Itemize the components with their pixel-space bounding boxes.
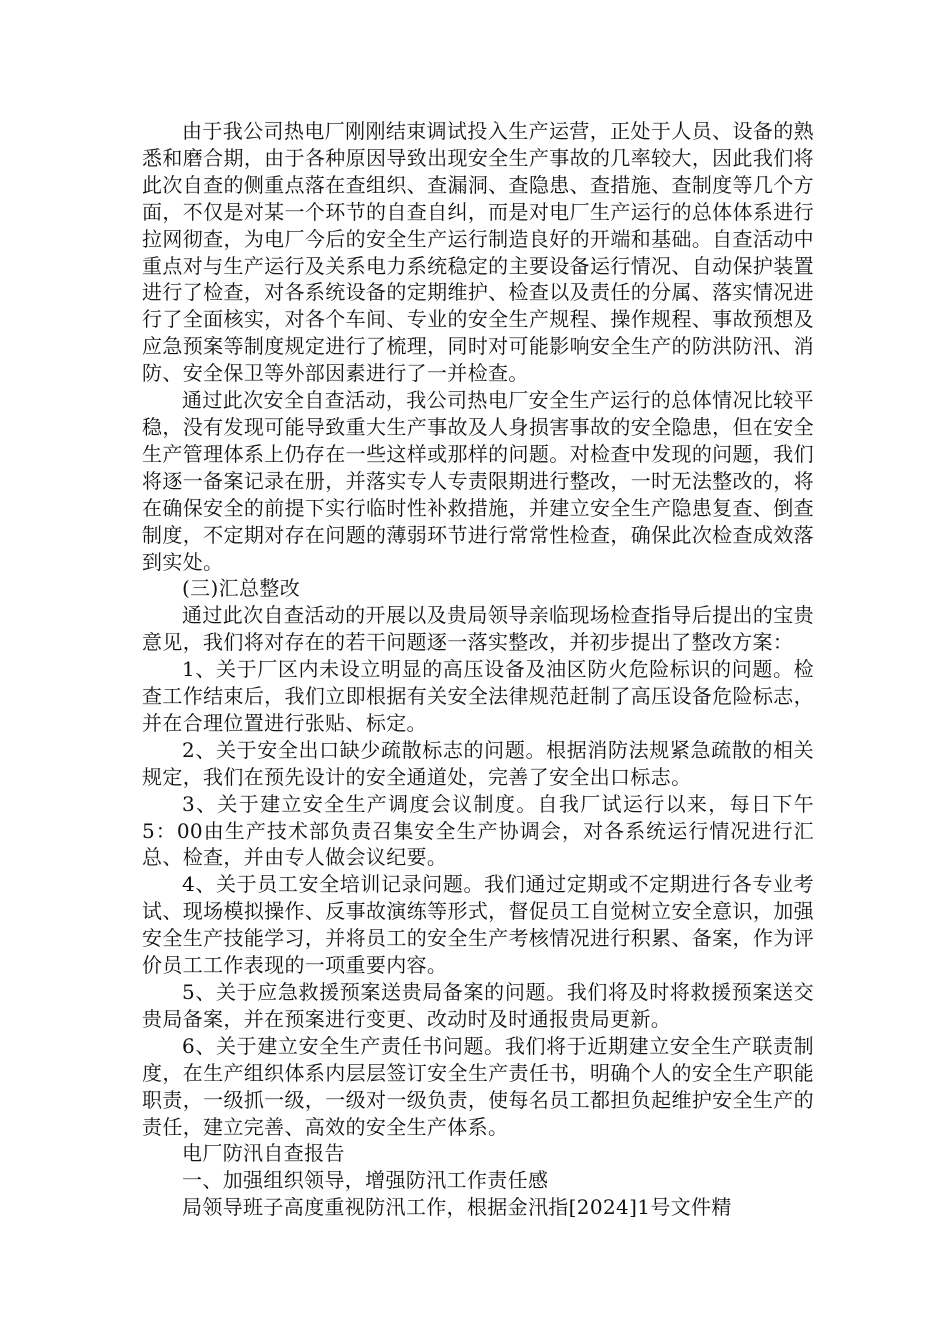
list-item-5: 5、关于应急救援预案送贵局备案的问题。我们将及时将救援预案送交贵局备案，并在预案进行变更、改动时及时通报贵局更新。 <box>142 980 814 1031</box>
section-heading-rectification: (三)汇总整改 <box>182 576 301 601</box>
list-item-3: 3、关于建立安全生产调度会议制度。自我厂试运行以来，每日下午5：00由生产技术部负责召集安全生产协调会，对各系统运行情况进行汇总、检查，并由专人做会议纪要。 <box>142 791 814 870</box>
paragraph-leadership: 局领导班子高度重视防汛工作，根据金汛指[2024]1号文件精 <box>182 1195 732 1220</box>
document-body <box>142 118 814 1221</box>
list-item-2: 2、关于安全出口缺少疏散标志的问题。根据消防法规紧急疏散的相关规定，我们在预先设计的安全通道处，完善了安全出口标志。 <box>142 737 814 789</box>
section-heading-leadership: 一、加强组织领导，增强防汛工作责任感 <box>182 1168 549 1193</box>
report-title: 电厂防汛自查报告 <box>182 1141 345 1166</box>
list-item-1: 1、关于厂区内未设立明显的高压设备及油区防火危险标识的问题。检查工作结束后，我们立即根据有关安全法律规范赶制了高压设备危险标志，并在合理位置进行张贴、标定。 <box>142 657 814 735</box>
list-item-6: 6、关于建立安全生产责任书问题。我们将于近期建立安全生产联责制度，在生产组织体系内层层签订安全生产责任书，明确个人的安全生产职能职责，一级抓一级，一级对一级负责，使每名员工都担负起维护安全生产的责任，建立完善、高效的安全生产体系。 <box>142 1033 814 1139</box>
list-item-4: 4、关于员工安全培训记录问题。我们通过定期或不定期进行各专业考试、现场模拟操作、反事故演练等形式，督促员工自觉树立安全意识，加强安全生产技能学习，并将员工的安全生产考核情况进行积累、备案，作为评价员工工作表现的一项重要内容。 <box>142 872 814 978</box>
paragraph-rectification-intro: 通过此次自查活动的开展以及贵局领导亲临现场检查指导后提出的宝贵意见，我们将对存在的若干问题逐一落实整改，并初步提出了整改方案： <box>142 603 814 655</box>
paragraph-inspection-focus: 由于我公司热电厂刚刚结束调试投入生产运营，正处于人员、设备的熟悉和磨合期，由于各种原因导致出现安全生产事故的几率较大，因此我们将此次自查的侧重点落在查组织、查漏洞、查隐患、查措施、查制度等几个方面，不仅是对某一个环节的自查自纠，而是对电厂生产运行的总体体系进行拉网彻查，为电厂今后的安全生产运行制造良好的开端和基础。自查活动中重点对与生产运行及关系电力系统稳定的主要设备运行情况、自动保护装置进行了检查，对各系统设备的定期维护、检查以及责任的分属、落实情况进行了全面核实，对各个车间、专业的安全生产规程、操作规程、事故预想及应急预案等制度规定进行了梳理，同时对可能影响安全生产的防洪防汛、消防、安全保卫等外部因素进行了一并检查。 <box>142 119 814 386</box>
paragraph-inspection-result: 通过此次安全自查活动，我公司热电厂安全生产运行的总体情况比较平稳，没有发现可能导致重大生产事故及人身损害事故的安全隐患，但在安全生产管理体系上仍存在一些这样或那样的问题。对检查中发现的问题，我们将逐一备案记录在册，并落实专人专责限期进行整改，一时无法整改的，将在确保安全的前提下实行临时性补救措施，并建立安全生产隐患复查、倒查制度，不定期对存在问题的薄弱环节进行常常性检查，确保此次检查成效落到实处。 <box>142 388 814 574</box>
